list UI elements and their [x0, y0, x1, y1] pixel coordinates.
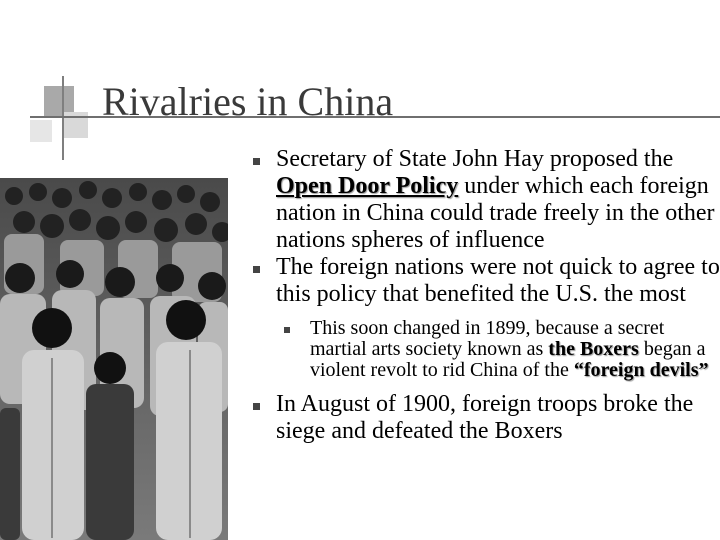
bullet-text-segment: Secretary of State John Hay proposed the: [276, 146, 674, 172]
decor-vertical-line: [62, 76, 64, 160]
bullet-marker: [253, 158, 260, 165]
sub-bullet-text-segment: This soon changed in 1899, because a secret martial arts society known as: [310, 317, 665, 360]
sub-bullet-item: [250, 318, 720, 381]
sub-bullet-text-segment: began a violent revolt to rid China of the: [310, 338, 706, 381]
crowd-photo-graphic: [0, 178, 228, 540]
bullet-text-segment: under which each foreign nation in China could trade freely in the other nations spheres of influence: [276, 173, 715, 253]
bullet-marker: [253, 403, 260, 410]
bullet-item: [250, 254, 720, 308]
decor-square: [30, 120, 52, 142]
crowd-photo: [0, 178, 228, 540]
sub-bullet-marker: [284, 327, 290, 333]
bullet-text: In August of 1900, foreign troops broke the siege and defeated the Boxers: [276, 391, 694, 444]
bullet-text: [276, 146, 720, 254]
boxers-term: the Boxers: [548, 338, 639, 360]
sub-bullet-text: [310, 318, 720, 381]
foreign-devils-term: “foreign devils”: [573, 359, 709, 381]
bullet-text: The foreign nations were not quick to agree to this policy that benefited the U.S. the most: [276, 254, 720, 307]
bullet-item: [250, 146, 720, 254]
open-door-policy-link: Open Door Policy: [276, 173, 459, 199]
bullet-item: [250, 391, 720, 445]
slide-title: Rivalries in China: [102, 79, 394, 124]
bullet-marker: [253, 266, 260, 273]
bullet-list: [250, 146, 720, 445]
